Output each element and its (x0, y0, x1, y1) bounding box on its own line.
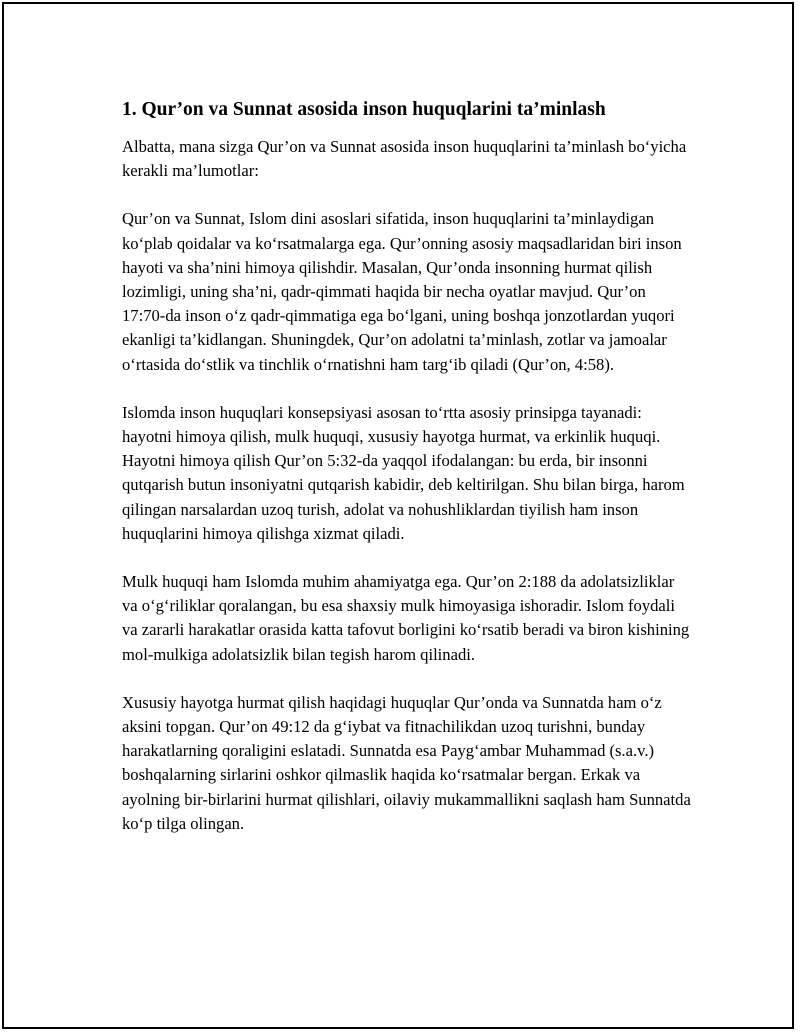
paragraph-quran-sunnah: Qur’on va Sunnat, Islom dini asoslari sifatida, inson huquqlarini ta’minlaydigan ko‘plab qoidalar va ko‘rsatmalarga ega. Qur’onning asosiy maqsadlaridan biri inson hayoti va sha’nini himoya qilishdir. Masalan, Qur’onda insonning hurmat qilish lozimligi, uning sha’ni, qadr-qimmati haqida bir necha oyatlar mavjud. Qur’on 17:70-da inson o‘z qadr-qimmatiga ega bo‘lgani, uning boshqa jonzotlardan yuqori ekanligi ta’kidlangan. Shuningdek, Qur’on adolatni ta’minlash, zotlar va jamoalar o‘rtasida do‘stlik va tinchlik o‘rnatishni ham targ‘ib qiladi (Qur’on, 4:58). (122, 209, 682, 374)
paragraph-property-rights: Mulk huquqi ham Islomda muhim ahamiyatga ega. Qur’on 2:188 da adolatsizliklar va o‘g‘riliklar qoralangan, bu esa shaxsiy mulk himoyasiga ishoradir. Islom foydali va zararli harakatlar orasida katta tafovut borligini ko‘rsatib beradi va biron kishining mol-mulkiga adolatsizlik bilan tegish harom qilinadi. (122, 572, 690, 664)
section-heading: 1. Qur’on va Sunnat asosida inson huquqlarini ta’minlash (122, 99, 606, 120)
page-frame (2, 2, 794, 1029)
paragraph-intro: Albatta, mana sizga Qur’on va Sunnat asosida inson huquqlarini ta’minlash bo‘yicha kerakli ma’lumotlar: (122, 137, 687, 181)
document-body (122, 97, 692, 860)
paragraph-human-rights-principles: Islomda inson huquqlari konsepsiyasi asosan to‘rtta asosiy prinsipga tayanadi: hayotni himoya qilish, mulk huquqi, xususiy hayotga hurmat, va erkinlik huquqi. Hayotni himoya qilish Qur’on 5:32-da yaqqol ifodalangan: bu erda, bir insonni qutqarish butun insoniyatni qutqarish kabidir, deb keltirilgan. Shu bilan birga, harom qilingan narsalardan uzoq turish, adolat va nohushliklardan tiyilish ham inson huquqlarini himoya qilishga xizmat qiladi. (122, 402, 685, 543)
paragraph-privacy-rights: Xususiy hayotga hurmat qilish haqidagi huquqlar Qur’onda va Sunnatda ham o‘z aksini topgan. Qur’on 49:12 da g‘iybat va fitnachilikdan uzoq turishni, bunday harakatlarning qoraligini eslatadi. Sunnatda esa Payg‘ambar Muhammad (s.a.v.) boshqalarning sirlarini oshkor qilmaslik haqida ko‘rsatmalar bergan. Erkak va ayolning bir-birlarini hurmat qilishlari, oilaviy mukammallikni saqlash ham Sunnatda ko‘p tilga olingan. (122, 692, 691, 833)
